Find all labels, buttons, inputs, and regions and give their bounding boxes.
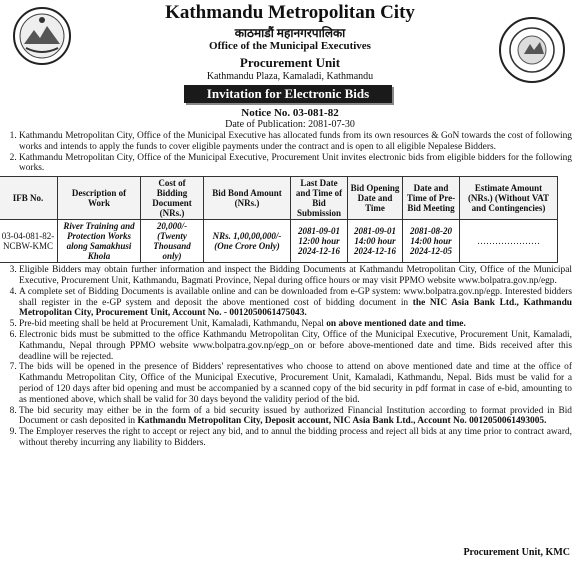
notice-body (1, 131, 572, 449)
office-name: Office of the Municipal Executives (209, 40, 371, 52)
point-8 (19, 406, 572, 428)
col-ifb: IFB No. (0, 177, 58, 220)
cell-estimate: ………………… (460, 220, 558, 263)
col-cost: Cost of Bidding Document (NRs.) (141, 177, 204, 220)
invitation-banner: Invitation for Electronic Bids (184, 85, 392, 103)
notice-points-continued (6, 265, 572, 449)
point-9: 9. The Employer reserves the right to accept or reject any bid, and to annul the bidding process and reject all bids at any time prior to contract award, without thereby incurring any liability to Bidders. (19, 427, 572, 449)
point-2: 2. Kathmandu Metropolitan City, Office of the Municipal Executive, Procurement Unit invites electronic bids from eligible bidders for the following works. (19, 153, 572, 175)
cell-opening: 2081-09-01 14:00 hour 2024-12-16 (348, 220, 403, 263)
cell-bond: NRs. 1,00,00,000/-(One Crore Only) (204, 220, 291, 263)
point-4-account: the NIC Asia Bank Ltd., Kathmandu Metropolitan City, Procurement Unit, Account No. - 0012050061475043. (19, 297, 572, 319)
point-7: 7. The bids will be opened in the presence of Bidders' representatives who choose to attend on above mentioned date and time at the office of Kathmandu Metropolitan City, Office of the Municipal Executive, Procurement Unit, Kamaladi, Kathmandu, Nepal. Bids must be valid for a period of 120 days after bid opening and must be accompanied by a scanned copy of the bid security in pdf format in case of e-bid, amounting to as mentioned above, which shall be valid for 30 days beyond the validity period of the bid. (19, 362, 572, 405)
notice-number: Notice No. 03-081-82 (241, 107, 339, 119)
notice-points (6, 131, 572, 174)
cell-submission: 2081-09-01 12:00 hour 2024-12-16 (291, 220, 348, 263)
unit-name: Procurement Unit (239, 55, 341, 70)
city-name-nepali: काठमाडौं महानगरपालिका (234, 26, 346, 40)
col-estimate: Estimate Amount (NRs.) (Without VAT and Contingencies) (460, 177, 558, 220)
cell-description: River Training and Protection Works along Samakhusi Khola (58, 220, 141, 263)
point-8-text: The bid security may either be in the form of a bid security issued by authorized Financial Institution according to format provided in Bid Document or cash deposited in (19, 405, 572, 427)
table-row (0, 220, 558, 263)
col-opening: Bid Opening Date and Time (348, 177, 403, 220)
signature-line: Procurement Unit, KMC (463, 547, 570, 558)
cell-cost: 20,000/-(Twenty Thousand only) (141, 220, 204, 263)
cell-prebid: 2081-08-20 14:00 hour 2024-12-05 (403, 220, 460, 263)
publication-date: Date of Publication: 2081-07-30 (225, 119, 355, 130)
point-5 (19, 319, 572, 330)
point-4-text: A complete set of Bidding Documents is available online and can be downloaded from e-GP system: www.bolpatra.gov.np/egp. Interested bidders shall register in the e-GP system and deposit the above mentioned cost of bidding document in (19, 286, 572, 308)
cell-ifb: 03-04-081-82-NCBW-KMC (0, 220, 58, 263)
col-description: Description of Work (58, 177, 141, 220)
col-prebid: Date and Time of Pre-Bid Meeting (403, 177, 460, 220)
point-6: 6. Electronic bids must be submitted to the office Kathmandu Metropolitan City, Office of the Municipal Executive, Procurement Unit, Kamaladi, Kathmandu, Nepal through PPMO website www.bolpatra.gov.np/egp_on or before above-mentioned date and time. Bids received after this deadline will be rejected. (19, 330, 572, 362)
bid-table-header-row (0, 177, 558, 220)
office-address: Kathmandu Plaza, Kamaladi, Kathmandu (206, 71, 374, 82)
kmc-seal-icon (498, 16, 566, 84)
city-name: Kathmandu Metropolitan City (165, 2, 415, 23)
bid-table (0, 176, 558, 263)
notice-header (0, 0, 580, 108)
point-5-emphasis: on above mentioned date and time. (326, 319, 466, 330)
point-8-account: Kathmandu Metropolitan City, Deposit account, NIC Asia Bank Ltd., Account No. 0012050061493005. (137, 416, 547, 427)
point-1: 1. Kathmandu Metropolitan City, Office of the Municipal Executive has allocated funds from its own resources & GoN towards the cost of following works and intends to apply the funds to cover eligible payments under the contract and is open to all eligible Nepalese Bidders. (19, 131, 572, 153)
col-submission: Last Date and Time of Bid Submission (291, 177, 348, 220)
point-5-text: Pre-bid meeting shall be held at Procurement Unit, Kamaladi, Kathmandu, Nepal (19, 319, 327, 330)
point-4 (19, 287, 572, 319)
col-bond: Bid Bond Amount (NRs.) (204, 177, 291, 220)
point-3: 3. Eligible Bidders may obtain further information and inspect the Bidding Documents at Kathmandu Metropolitan City, Office of the Municipal Executive, Procurement Unit, Kathmandu, Bagmati Province, Nepal during office hours or may visit PPMO website www.bolpatra.gov.np/egp. (19, 265, 572, 287)
